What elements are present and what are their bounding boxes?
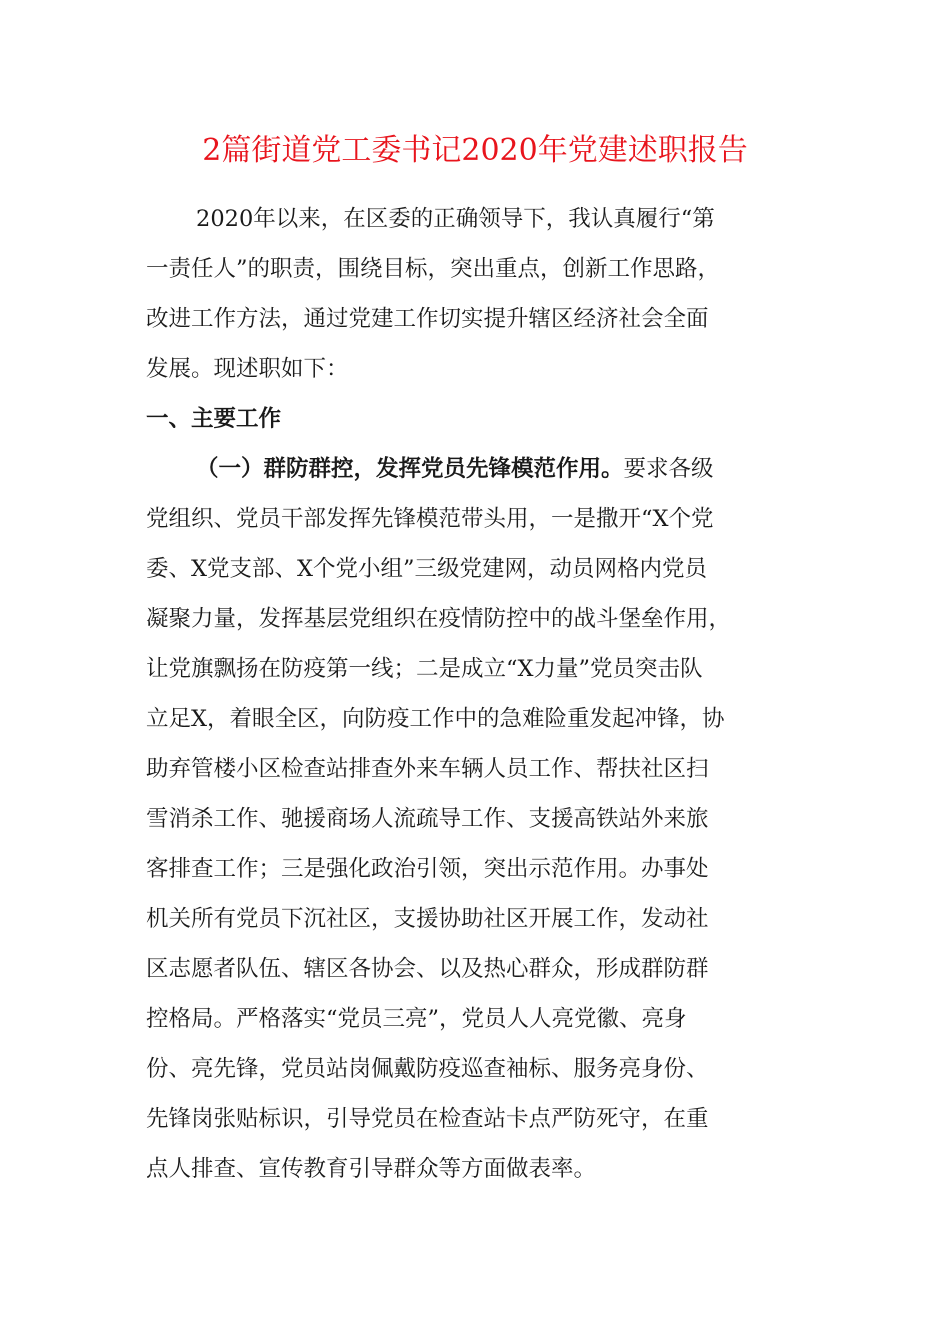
body-line: 凝聚力量，发挥基层党组织在疫情防控中的战斗堡垒作用， — [146, 606, 732, 632]
section-heading: 一、主要工作 — [146, 406, 282, 432]
intro-line: 改进工作方法，通过党建工作切实提升辖区经济社会全面 — [146, 306, 709, 332]
body-line: 立足X，着眼全区，向防疫工作中的急难险重发起冲锋，协 — [146, 706, 725, 732]
subsection-first-line — [196, 452, 714, 486]
subsection-first-line-rest: 要求各级 — [623, 456, 714, 482]
intro-line: 2020年以来，在区委的正确领导下，我认真履行“第 — [196, 206, 715, 232]
body-line: 点人排查、宣传教育引导群众等方面做表率。 — [146, 1156, 597, 1182]
intro-line: 一责任人”的职责，围绕目标，突出重点，创新工作思路， — [146, 256, 721, 282]
body-line: 让党旗飘扬在防疫第一线；二是成立“X力量”党员突击队 — [146, 656, 703, 682]
body-line: 机关所有党员下沉社区，支援协助社区开展工作，发动社 — [146, 906, 709, 932]
intro-line: 发展。现述职如下： — [146, 356, 349, 382]
body-line: 委、X党支部、X个党小组”三级党建网，动员网格内党员 — [146, 556, 708, 582]
body-line: 区志愿者队伍、辖区各协会、以及热心群众，形成群防群 — [146, 956, 709, 982]
body-line: 党组织、党员干部发挥先锋模范带头用，一是撒开“X个党 — [146, 506, 714, 532]
document-title: 2篇街道党工委书记2020年党建述职报告 — [202, 133, 748, 168]
subsection-title: （一）群防群控，发挥党员先锋模范作用。 — [196, 456, 624, 482]
body-line: 先锋岗张贴标识，引导党员在检查站卡点严防死守，在重 — [146, 1106, 709, 1132]
body-line: 份、亮先锋，党员站岗佩戴防疫巡查袖标、服务亮身份、 — [146, 1056, 709, 1082]
body-line: 控格局。严格落实“党员三亮”，党员人人亮党徽、亮身 — [146, 1006, 687, 1032]
body-line: 助弃管楼小区检查站排查外来车辆人员工作、帮扶社区扫 — [146, 756, 709, 782]
body-line: 雪消杀工作、驰援商场人流疏导工作、支援高铁站外来旅 — [146, 806, 709, 832]
body-line: 客排查工作；三是强化政治引领，突出示范作用。办事处 — [146, 856, 709, 882]
